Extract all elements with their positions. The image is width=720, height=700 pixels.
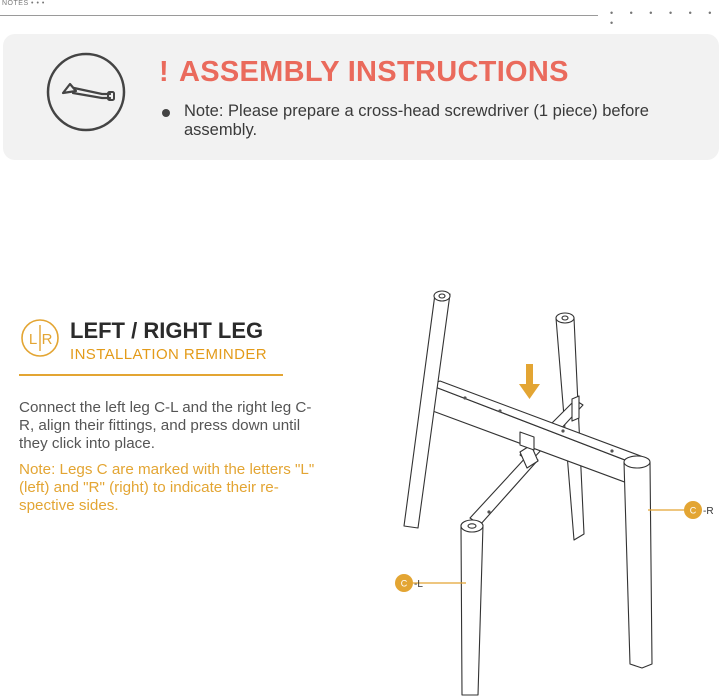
warning-mark: !	[159, 56, 169, 88]
bullet-icon	[162, 109, 170, 117]
leg-assembly-diagram	[380, 280, 720, 700]
left-leg-suffix: -L	[414, 579, 423, 590]
right-leg-suffix: -R	[703, 506, 714, 517]
screwdriver-loop-icon	[46, 52, 126, 132]
header-label: NOTES • • •	[2, 0, 45, 7]
banner-title-text: ASSEMBLY INSTRUCTIONS	[179, 56, 569, 88]
header-divider	[0, 15, 598, 16]
crossbar-main	[430, 385, 638, 487]
badge-left-letter: L	[28, 331, 38, 348]
section-title: LEFT / RIGHT LEG	[70, 318, 264, 343]
left-leg-tag: C	[400, 578, 408, 589]
instruction-text: Connect the left leg C-L and the right leg C-R, align their fittings, and press down until they click into place.	[19, 399, 312, 452]
legs-note: Note: Legs C are marked with the letters "L" (left) and "R" (right) to indicate their re-spective sides.	[19, 461, 315, 514]
banner-title	[157, 56, 569, 89]
down-arrow-icon	[519, 364, 540, 399]
header-dots: • • • • • • •	[610, 8, 719, 28]
banner-note: Note: Please prepare a cross-head screwdriver (1 piece) before assembly.	[184, 102, 649, 139]
leg-right-front	[624, 462, 652, 668]
section-divider	[19, 374, 283, 376]
section-subtitle: INSTALLATION REMINDER	[70, 346, 268, 363]
leg-left-front	[461, 525, 483, 695]
right-leg-tag: C	[689, 505, 697, 516]
badge-right-letter: R	[41, 331, 53, 348]
left-right-badge	[20, 318, 60, 358]
